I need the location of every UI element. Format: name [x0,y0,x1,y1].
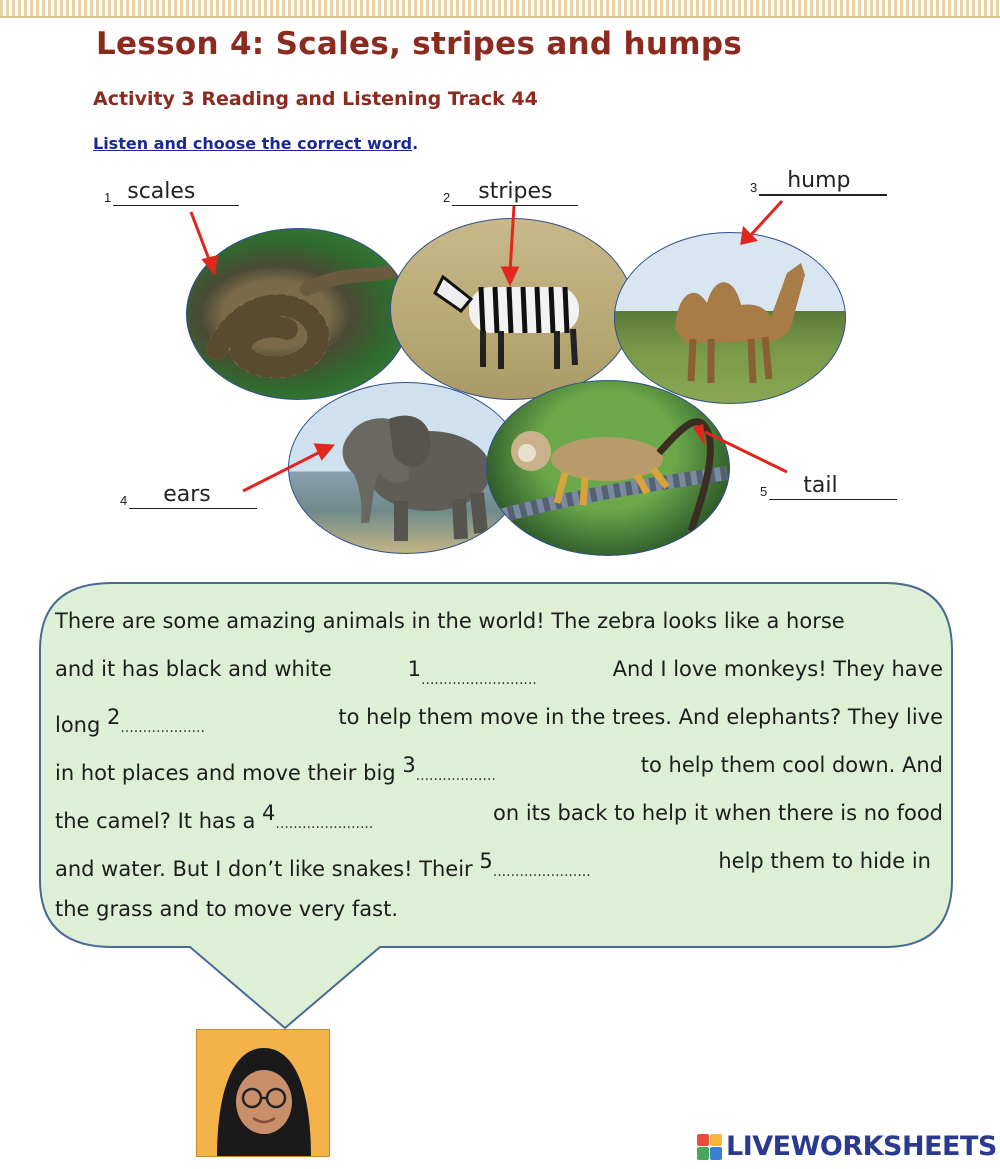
liveworksheets-logo: LIVEWORKSHEETS [697,1131,997,1162]
story-line: the camel? It has a $^4$...................... on its back to help it when there is no food [55,801,943,833]
answer-4[interactable]: 4 ears [120,481,257,509]
answer-1[interactable]: 1 scales [104,178,239,206]
pointer-arrows [191,201,787,491]
activity-subtitle: Activity 3 Reading and Listening Track 44 [93,88,538,110]
story-line: and it has black and white $^1$.......................... And I love monkeys! They have [55,657,943,688]
answer-5[interactable]: 5 tail [760,472,897,500]
lesson-title: Lesson 4: Scales, stripes and humps [96,26,743,62]
blank-4[interactable]: ...................... [275,816,374,832]
speaker-avatar [196,1029,330,1157]
blank-2[interactable]: ................... [120,720,205,736]
answer-word: ears [163,482,211,507]
story-line: and water. But I don’t like snakes! Their $^5$...................... help them to hide in [55,849,931,881]
answer-3[interactable]: 3 hump [750,168,887,196]
blank-3[interactable]: .................. [415,768,496,784]
story-line: the grass and to move very fast. [55,897,398,921]
blank-1[interactable]: .......................... [421,672,537,688]
answer-word: stripes [478,179,553,204]
story-line: There are some amazing animals in the world! The zebra looks like a horse [55,609,845,633]
answer-2[interactable]: 2 stripes [443,178,578,206]
answer-word: scales [127,179,196,204]
story-line: long $^2$................... to help them move in the trees. And elephants? They live [55,705,943,737]
answer-word: hump [787,168,851,193]
story-text [55,600,943,936]
instruction-text: Listen and choose the correct word. [93,134,419,153]
blank-5[interactable]: ...................... [492,864,591,880]
story-line: in hot places and move their big $^3$.................. to help them cool down. And [55,753,943,785]
logo-icon [697,1134,722,1160]
answer-word: tail [803,473,838,498]
